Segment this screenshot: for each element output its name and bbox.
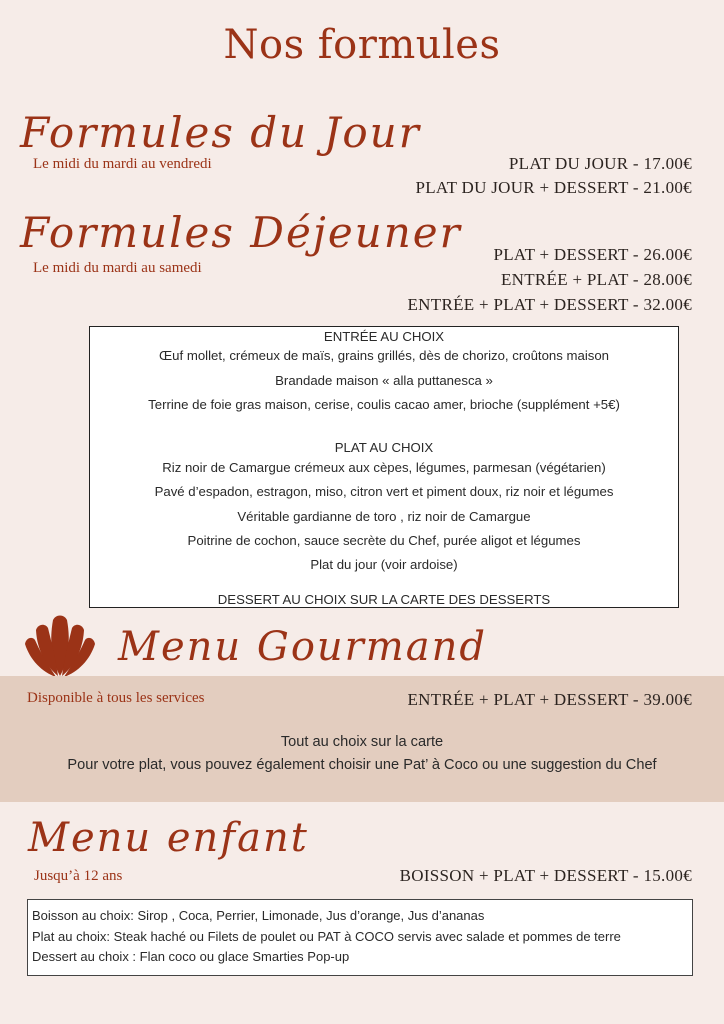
- formules-dejeuner-price-3: ENTRÉE + PLAT + DESSERT - 32.00€: [407, 295, 692, 314]
- menu-enfant-line: Boisson au choix: Sirop , Coca, Perrier, Limonade, Jus d’orange, Jus d’ananas: [32, 908, 485, 923]
- menu-enfant-heading: Menu enfant: [28, 815, 309, 861]
- dessert-line: DESSERT AU CHOIX SUR LA CARTE DES DESSERTS: [217, 592, 551, 607]
- plat-item: Pavé d’espadon, estragon, miso, citron vert et piment doux, riz noir et légumes: [154, 484, 614, 499]
- menu-enfant-line: Plat au choix: Steak haché ou Filets de poulet ou PAT à COCO servis avec salade et pommes de terre: [32, 929, 621, 944]
- entree-item: Terrine de foie gras maison, cerise, coulis cacao amer, brioche (supplément +5€): [148, 397, 620, 412]
- menu-gourmand-price: ENTRÉE + PLAT + DESSERT - 39.00€: [407, 690, 692, 709]
- menu-gourmand-line: Tout au choix sur la carte: [280, 734, 444, 750]
- entree-header: ENTRÉE AU CHOIX: [323, 329, 445, 344]
- menu-gourmand-heading: Menu Gourmand: [118, 624, 487, 670]
- plat-item: Plat du jour (voir ardoise): [310, 557, 458, 572]
- formules-dejeuner-heading: Formules Déjeuner: [20, 208, 462, 257]
- menu-enfant-price: BOISSON + PLAT + DESSERT - 15.00€: [399, 866, 692, 885]
- formules-dejeuner-subtitle: Le midi du mardi au samedi: [33, 260, 202, 276]
- entree-item: Brandade maison « alla puttanesca »: [275, 373, 493, 388]
- shell-fan-icon: [22, 612, 98, 682]
- formules-dejeuner-price-2: ENTRÉE + PLAT - 28.00€: [500, 270, 692, 289]
- formules-jour-price-2: PLAT DU JOUR + DESSERT - 21.00€: [415, 178, 692, 197]
- page-title: Nos formules: [223, 22, 501, 68]
- menu-gourmand-subtitle: Disponible à tous les services: [27, 690, 205, 706]
- menu-enfant-subtitle: Jusqu’à 12 ans: [34, 868, 123, 884]
- plat-header: PLAT AU CHOIX: [334, 440, 434, 455]
- plat-item: Riz noir de Camargue crémeux aux cèpes, légumes, parmesan (végétarien): [162, 460, 606, 475]
- menu-enfant-line: Dessert au choix : Flan coco ou glace Smarties Pop-up: [32, 949, 350, 964]
- formules-dejeuner-price-1: PLAT + DESSERT - 26.00€: [493, 245, 692, 264]
- formules-jour-price-1: PLAT DU JOUR - 17.00€: [508, 154, 692, 173]
- entree-item: Œuf mollet, crémeux de maïs, grains grillés, dès de chorizo, croûtons maison: [158, 348, 610, 363]
- menu-gourmand-line: Pour votre plat, vous pouvez également choisir une Pat’ à Coco ou une suggestion du Chef: [67, 757, 657, 773]
- choices-box: [89, 326, 679, 608]
- formules-jour-subtitle: Le midi du mardi au vendredi: [33, 156, 212, 172]
- menu-enfant-box: [27, 899, 693, 976]
- formules-jour-heading: Formules du Jour: [20, 108, 421, 157]
- plat-item: Véritable gardianne de toro , riz noir de Camargue: [237, 509, 531, 524]
- plat-item: Poitrine de cochon, sauce secrète du Chef, purée aligot et légumes: [187, 533, 581, 548]
